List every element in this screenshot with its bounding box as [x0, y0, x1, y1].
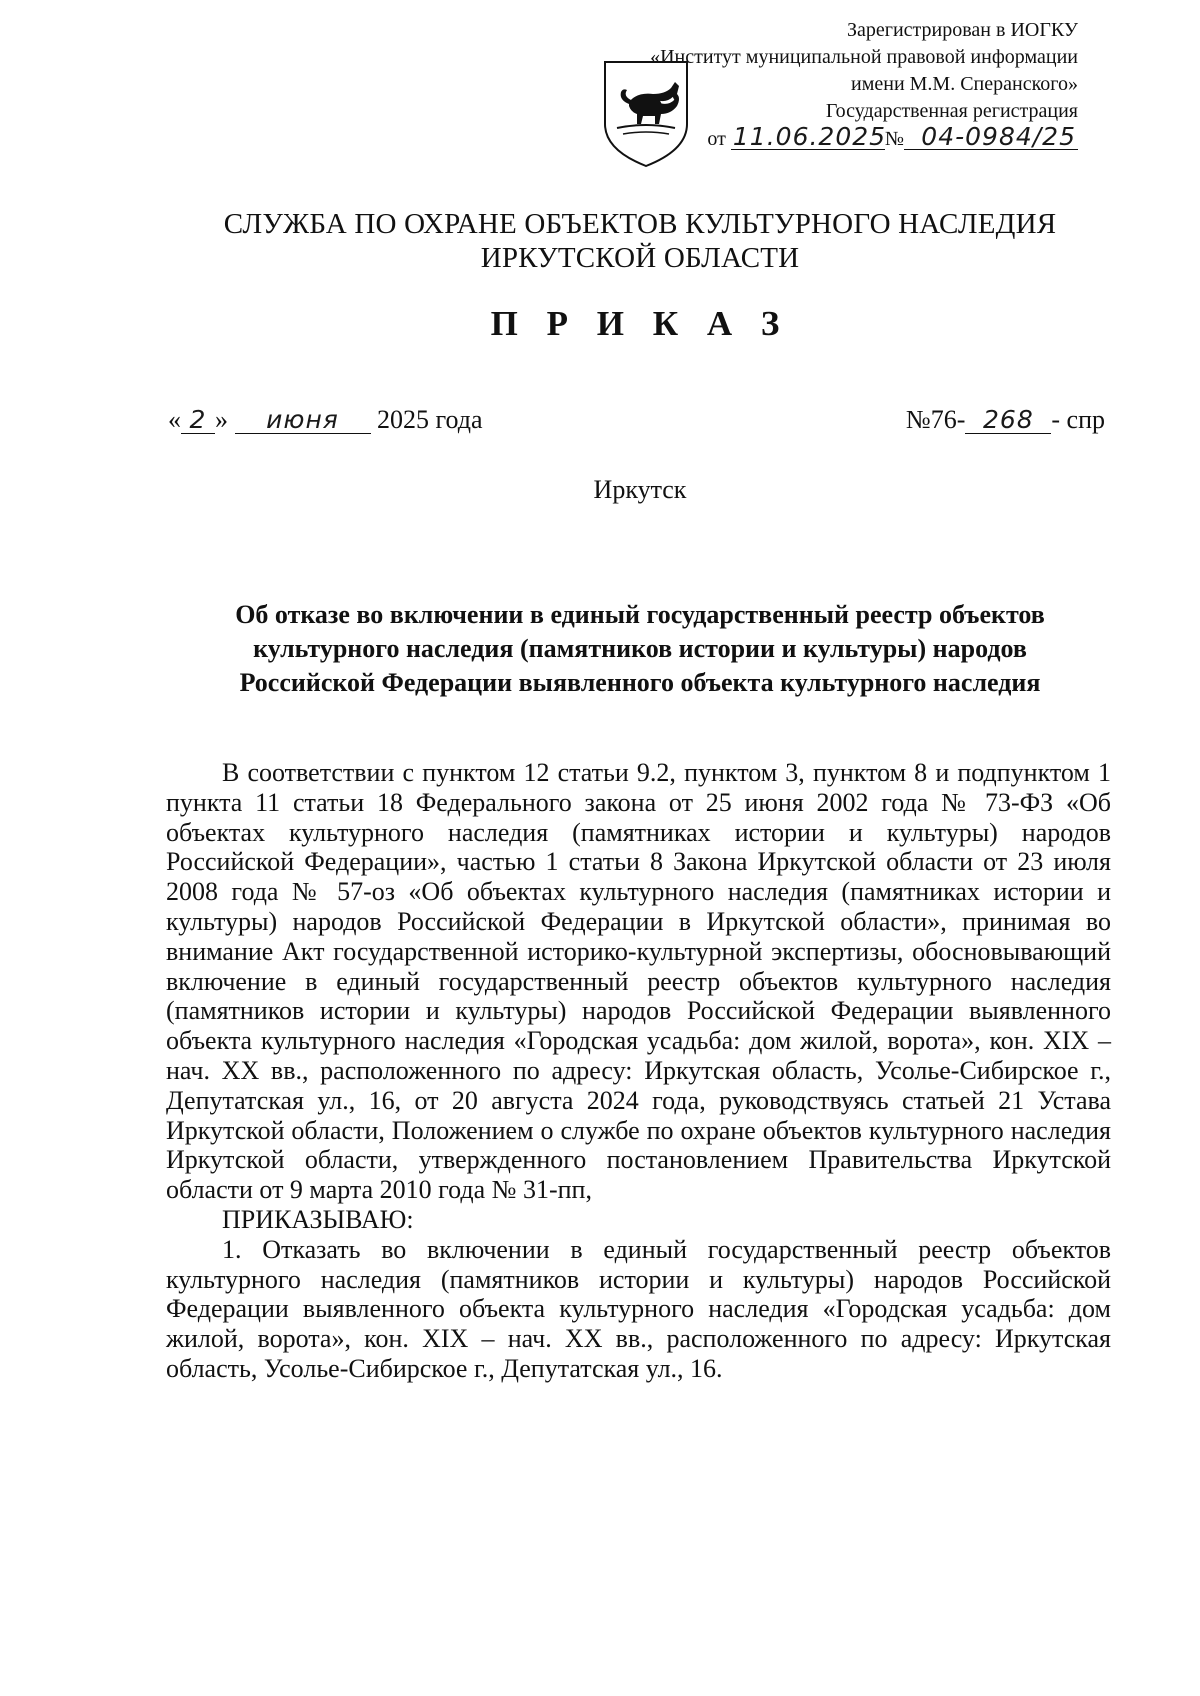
item-1-paragraph: 1. Отказать во включении в единый государственный реестр объектов культурного наследия (памятников истории и культуры) народов Российской Федерации выявленного объекта культурного наследия «Городская усадьба: дом жилой, ворота», кон. XIX – нач. XX вв., расположенного по адресу: Иркутская область, Усолье-Сибирское г., Депутатская ул., 16. [166, 1234, 1111, 1383]
registration-date: 11.06.2025 [732, 122, 887, 151]
preamble-paragraph: В соответствии с пунктом 12 статьи 9.2, пунктом 3, пунктом 8 и подпунктом 1 пункта 11 статьи 18 Федерального закона от 25 июня 2002 года № 73-ФЗ «Об объектах культурного наследия (памятниках истории и культуры) народов Российской Федерации», частью 1 статьи 8 Закона Иркутской области от 23 июля 2008 года № 57-оз «Об объектах культурного наследия (памятниках истории и культуры) народов Российской Федерации в Иркутской области», принимая во внимание Акт государственной историко-культурной экспертизы, обосновывающий включение в единый государственный реестр объектов культурного наследия (памятников истории и культуры) народов Российской Федерации выявленного объекта культурного наследия «Городская усадьба: дом жилой, ворота», кон. XIX – нач. XX вв., расположенного по адресу: Иркутская область, Усолье-Сибирское г., Депутатская ул., 16, от 20 августа 2024 года, руководствуясь статьей 21 Устава Иркутской области, Положением о службе по охране объектов культурного наследия Иркутской области, утвержденного постановлением Правительства Иркутской области от 9 марта 2010 года № 31-пп, [166, 758, 1111, 1205]
registration-stamp [650, 17, 1078, 153]
order-subject [0, 598, 1200, 700]
registration-line-3: имени М.М. Сперанского» [851, 73, 1078, 95]
order-date [168, 405, 483, 435]
date-open-quote: « [168, 405, 181, 434]
command-word: ПРИКАЗЫВАЮ: [222, 1204, 414, 1234]
registration-from-label: от [707, 128, 726, 150]
subject-line-2: культурного наследия (памятников истории и культуры) народов [253, 634, 1027, 663]
order-body [166, 758, 1111, 1384]
irkutsk-coat-of-arms-icon [601, 58, 691, 170]
registration-number-label: № [884, 128, 904, 150]
registration-line-4: Государственная регистрация [825, 100, 1078, 122]
order-day: 2 [181, 407, 215, 434]
registration-number: 04-0984/25 [904, 125, 1078, 150]
registration-line-1: Зарегистрирован в ИОГКУ [847, 19, 1078, 41]
subject-line-3: Российской Федерации выявленного объекта культурного наследия [239, 668, 1041, 697]
organization-line-2: ИРКУТСКОЙ ОБЛАСТИ [480, 242, 800, 274]
document-type: П Р И К А З [490, 304, 790, 343]
date-close-quote: » [215, 405, 228, 434]
organization-name [0, 207, 1200, 275]
city: Иркутск [593, 475, 687, 504]
order-month: июня [235, 407, 371, 434]
registration-date-number [650, 122, 1078, 153]
order-year: 2025 года [377, 405, 483, 434]
registration-line-2: «Институт муниципальной правовой информации [650, 46, 1078, 68]
subject-line-1: Об отказе во включении в единый государственный реестр объектов [235, 600, 1045, 629]
organization-line-1: СЛУЖБА ПО ОХРАНЕ ОБЪЕКТОВ КУЛЬТУРНОГО НАСЛЕДИЯ [223, 208, 1057, 240]
order-number-suffix: - спр [1051, 405, 1105, 434]
order-number [906, 405, 1105, 435]
order-number-prefix: №76- [905, 405, 966, 434]
coat-of-arms [601, 58, 691, 170]
order-number-value: 268 [965, 407, 1051, 434]
